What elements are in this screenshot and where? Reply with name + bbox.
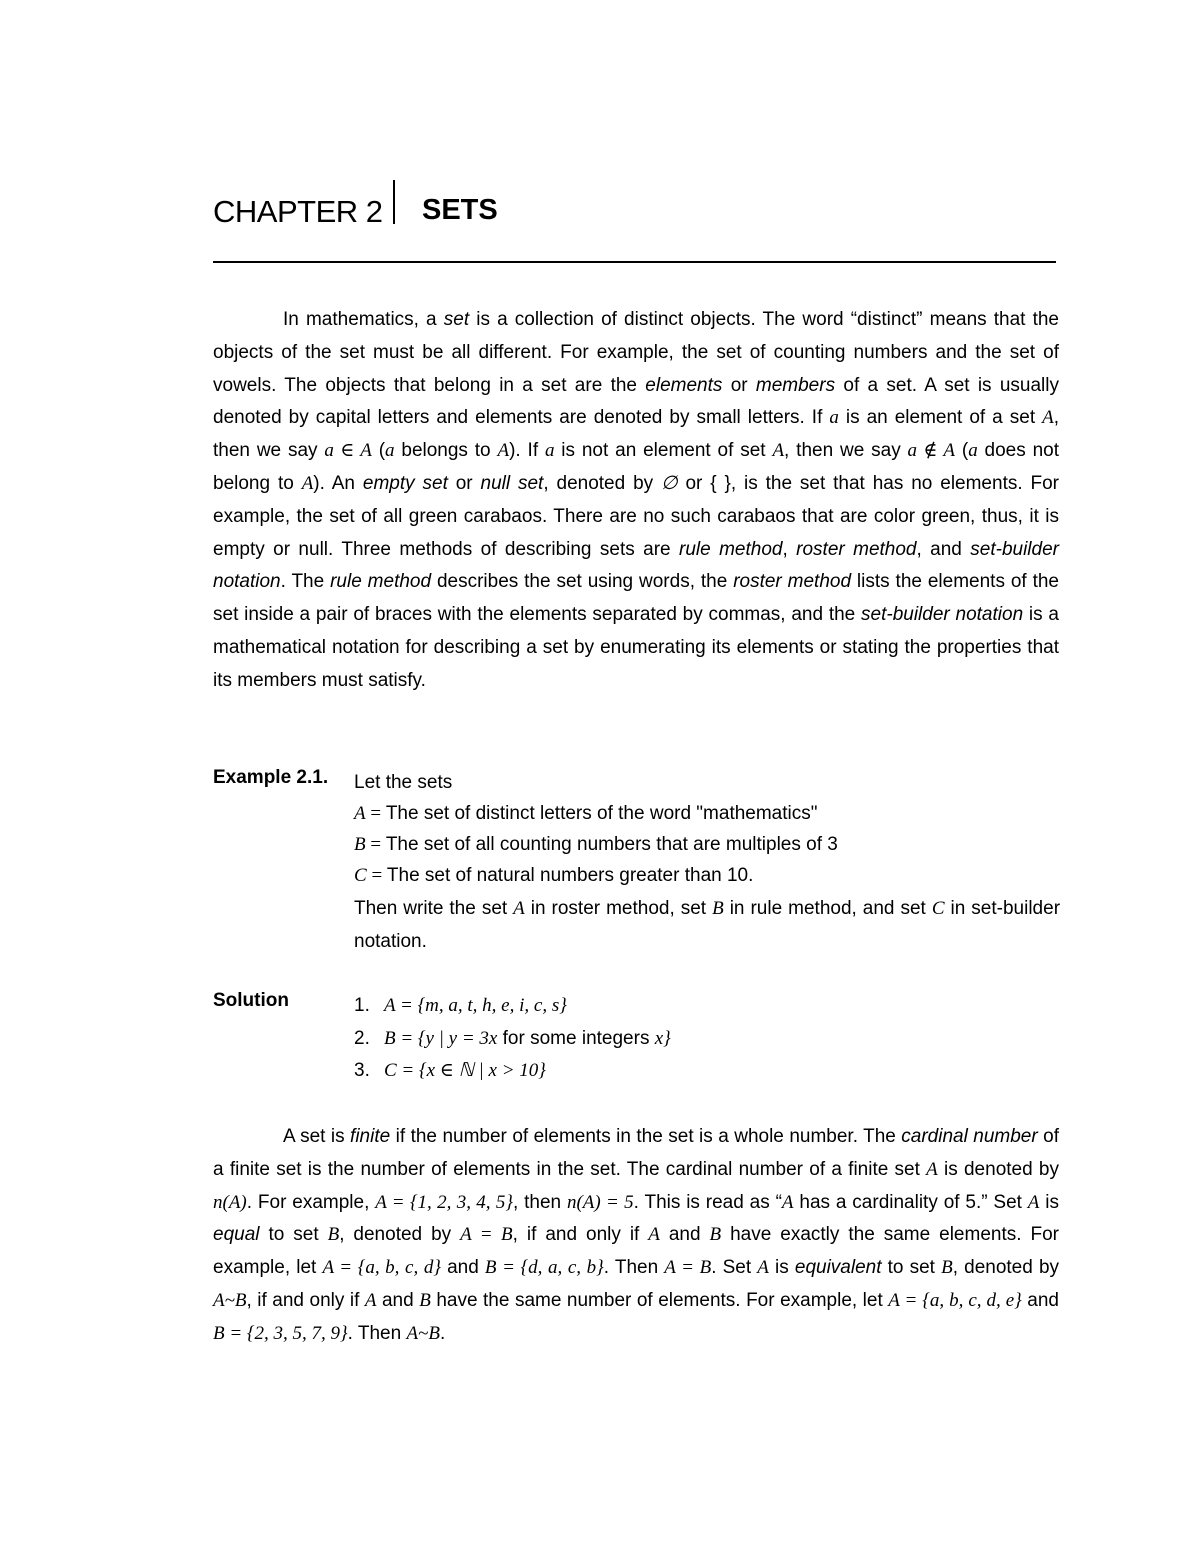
- math-a: a: [829, 407, 839, 429]
- intro-paragraph: [213, 304, 1059, 698]
- text-run: , then: [512, 1191, 567, 1213]
- text-run: in roster method, set: [524, 898, 713, 919]
- text-run: ). If: [509, 440, 545, 462]
- text-run: in rule method, and set: [723, 898, 932, 919]
- math-A: A: [1027, 1191, 1040, 1213]
- solution-math: A = {m, a, t, h, e, i, c, s}: [384, 995, 567, 1016]
- text-run: , denoted by: [339, 1224, 461, 1246]
- term-roster-method: roster method: [733, 571, 852, 593]
- math-emptyset: ∅: [661, 472, 678, 494]
- term-set: set: [443, 309, 470, 330]
- text-run: , denoted by: [543, 472, 662, 494]
- solution-number: 3.: [354, 1060, 370, 1081]
- text-run: have the same number of elements. For example, let: [430, 1289, 889, 1311]
- text-run: , and: [916, 538, 971, 560]
- math-A: A: [772, 440, 785, 462]
- math-a: a: [968, 440, 978, 462]
- text-run: . For example,: [246, 1191, 376, 1213]
- text-run: . Then: [603, 1257, 665, 1279]
- text-run: does not belong to: [213, 440, 1060, 494]
- text-run: and: [1021, 1289, 1059, 1311]
- math-B: B: [941, 1257, 953, 1279]
- solution-label: Solution: [213, 990, 289, 1011]
- chapter-rule: [213, 261, 1056, 263]
- chapter-header: [213, 190, 1056, 270]
- term-rule-method: rule method: [330, 571, 432, 593]
- text-run: . This is read as “: [633, 1191, 782, 1213]
- text-run: describes the set using words, the: [431, 571, 734, 593]
- math-A: A: [497, 440, 510, 462]
- math-B-set: B = {2, 3, 5, 7, 9}: [213, 1322, 348, 1344]
- example-line-B: [354, 829, 1060, 860]
- text-run: has a cardinality of 5.” Set: [793, 1191, 1028, 1213]
- term-equal: equal: [213, 1224, 260, 1246]
- text-run: of a set. A set is usually denoted by capital letters and elements are denoted by small letters. If: [213, 374, 1060, 429]
- math-equals: =: [366, 865, 387, 886]
- solution-item: [354, 990, 1060, 1023]
- math-B: B: [712, 898, 724, 919]
- math-B: B: [327, 1224, 340, 1246]
- text-run: lists the elements of the set inside a pair of braces with the elements separated by commas, and the: [213, 571, 1059, 626]
- math-equals: =: [365, 803, 386, 824]
- math-A: A: [926, 1158, 938, 1180]
- text-run: have exactly the same elements. For example, let: [213, 1224, 1059, 1279]
- math-A: A: [757, 1257, 769, 1279]
- term-rule-method: rule method: [679, 538, 783, 560]
- math-A-sim-B: A~B: [406, 1322, 440, 1344]
- example-line-text: The set of natural numbers greater than 10.: [386, 865, 754, 886]
- chapter-title: SETS: [422, 194, 498, 226]
- math-C: C: [354, 865, 367, 886]
- text-run: is an element of a set: [838, 407, 1043, 429]
- text-run: belongs to: [394, 440, 498, 462]
- example-line-C: [354, 860, 1060, 891]
- chapter-label: CHAPTER 2: [213, 194, 383, 229]
- solution-number: 1.: [354, 995, 370, 1016]
- text-run: or { }, is the set that has no elements. For example, the set of all green carabaos. There are no such carabaos that are color green, thus, it is empty or null. Three methods of describing sets are: [213, 472, 1060, 560]
- text-run: of a finite set is the number of elements in the set. The cardinal number of a finite set: [213, 1126, 1059, 1180]
- math-A-sim-B: A~B: [213, 1289, 247, 1311]
- text-run: , then we say: [213, 407, 1059, 462]
- math-a: a: [385, 440, 395, 462]
- text-run: or: [447, 472, 481, 494]
- text-run: (: [371, 440, 386, 462]
- example-intro: Let the sets: [354, 772, 453, 793]
- term-set-builder: set-builder notation: [213, 538, 1059, 593]
- term-empty-set: empty set: [362, 472, 448, 494]
- math-equals: =: [365, 834, 386, 855]
- text-run: is: [1039, 1191, 1059, 1213]
- term-elements: elements: [645, 374, 723, 396]
- math-a-in-A: a ∈ A: [324, 440, 372, 462]
- math-A: A: [301, 472, 314, 494]
- text-run: to set: [259, 1224, 328, 1246]
- text-run: is not an element of set: [554, 440, 773, 462]
- math-nA-eq: n(A) = 5: [566, 1191, 634, 1213]
- solution-list: [354, 990, 1060, 1088]
- math-B: B: [709, 1224, 722, 1246]
- text-run: A set is: [283, 1126, 351, 1147]
- example-body: [354, 767, 1060, 958]
- math-A-set: A = {a, b, c, d}: [322, 1257, 441, 1279]
- math-A: A: [354, 803, 366, 824]
- math-B-set: B = {d, a, c, b}: [484, 1257, 604, 1279]
- term-finite: finite: [350, 1126, 391, 1147]
- text-run: , then we say: [784, 440, 908, 462]
- solution-item: [354, 1023, 1060, 1056]
- text-run: is denoted by: [937, 1158, 1059, 1180]
- math-B: B: [354, 834, 366, 855]
- math-A: A: [781, 1191, 794, 1213]
- math-A: A: [364, 1289, 377, 1311]
- text-run: , if and only if: [246, 1289, 365, 1311]
- text-run: ). An: [313, 472, 363, 494]
- text-run: to set: [881, 1257, 942, 1279]
- solution-number: 2.: [354, 1027, 370, 1049]
- example-line-text: The set of distinct letters of the word "mathematics": [385, 803, 818, 824]
- math-B: B: [419, 1289, 431, 1311]
- math-a-notin-A: a ∉ A: [907, 440, 956, 462]
- text-run: . The: [280, 571, 331, 593]
- text-run: or: [722, 374, 756, 396]
- example-task: [354, 892, 1060, 958]
- text-run: is: [768, 1257, 795, 1279]
- solution-math: C = {x ∈ ℕ | x > 10}: [384, 1060, 546, 1081]
- text-run: .: [439, 1322, 446, 1344]
- math-A-set: A = {a, b, c, d, e}: [888, 1289, 1022, 1311]
- text-run: and: [440, 1257, 485, 1279]
- term-set-builder: set-builder notation: [861, 604, 1024, 626]
- text-run: and: [659, 1224, 710, 1246]
- finite-paragraph: [213, 1121, 1059, 1351]
- example-label: Example 2.1.: [213, 767, 329, 788]
- solution-math: B = {y | y = 3x: [384, 1027, 498, 1049]
- text-run: (: [955, 440, 969, 462]
- math-A: A: [1042, 407, 1054, 429]
- text-run: is a collection of distinct objects. The word “distinct” means that the objects of the set must be all different. For example, the set of counting numbers and the set of vowels. The objects that belong in a set are the: [213, 309, 1059, 396]
- text-run: , denoted by: [952, 1257, 1060, 1279]
- text-run: if the number of elements in the set is a whole number. The: [390, 1126, 902, 1147]
- text-run: , if and only if: [512, 1224, 649, 1246]
- solution-math: x}: [654, 1027, 671, 1049]
- math-A-eq-B: A = B: [460, 1224, 513, 1246]
- text-run: in set-builder notation.: [354, 898, 1061, 952]
- math-A-set: A = {1, 2, 3, 4, 5}: [375, 1191, 513, 1213]
- text-run: . Then: [347, 1322, 407, 1344]
- example-line-text: The set of all counting numbers that are multiples of 3: [385, 834, 838, 855]
- term-roster-method: roster method: [796, 538, 917, 560]
- term-members: members: [755, 374, 836, 396]
- text-run: and: [376, 1289, 420, 1311]
- text-run: is a mathematical notation for describing a set by enumerating its elements or stating the properties that its members must satisfy.: [213, 604, 1059, 691]
- math-A: A: [648, 1224, 660, 1246]
- math-nA: n(A): [213, 1191, 247, 1213]
- solution-text: for some integers: [497, 1027, 655, 1049]
- example-line-A: [354, 798, 1060, 829]
- term-null-set: null set: [480, 472, 544, 494]
- term-equivalent: equivalent: [794, 1257, 882, 1279]
- chapter-divider: [393, 180, 395, 224]
- term-cardinal-number: cardinal number: [901, 1126, 1038, 1147]
- math-a: a: [544, 440, 555, 462]
- solution-item: [354, 1055, 1060, 1088]
- math-A: A: [513, 898, 525, 919]
- text-run: In mathematics, a: [283, 309, 444, 330]
- text-run: Then write the set: [354, 898, 514, 919]
- math-C: C: [931, 898, 945, 919]
- text-run: . Set: [711, 1257, 758, 1279]
- math-A-eq-B: A = B: [664, 1257, 712, 1279]
- text-run: ,: [782, 538, 797, 560]
